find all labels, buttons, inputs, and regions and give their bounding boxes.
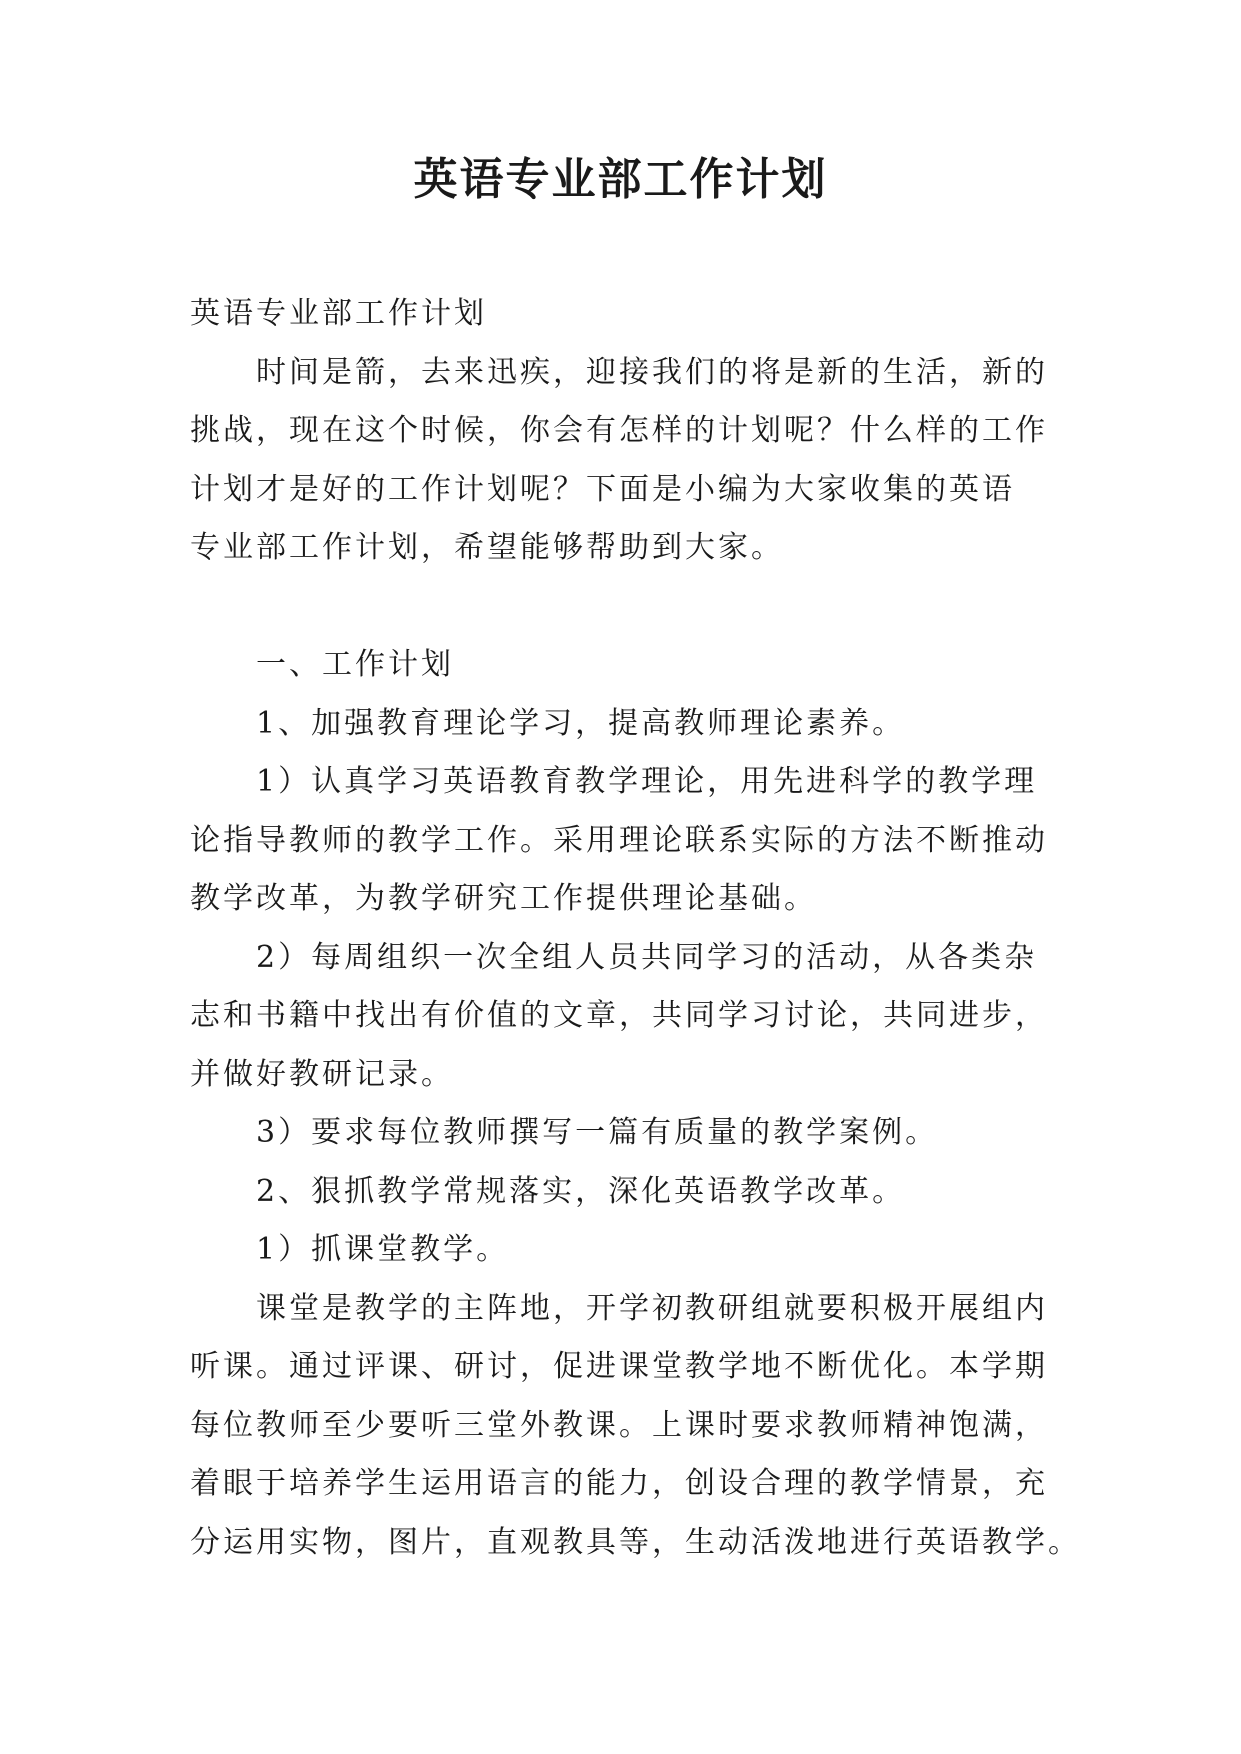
text-line: 专业部工作计划，希望能够帮助到大家。	[190, 530, 784, 565]
text-line: 3）要求每位教师撰写一篇有质量的教学案例。	[256, 1115, 939, 1150]
text-line: 1）抓课堂教学。	[256, 1232, 510, 1267]
text-line: 每位教师至少要听三堂外教课。上课时要求教师精神饱满，	[190, 1407, 1048, 1443]
text-line: 志和书籍中找出有价值的文章，共同学习讨论，共同进步，	[190, 998, 1048, 1033]
text-line: 分运用实物，图片，直观教具等，生动活泼地进行英语教学。	[190, 1524, 1081, 1560]
text-line: 挑战，现在这个时候，你会有怎样的计划呢？什么样的工作	[190, 413, 1048, 448]
text-line: 英语专业部工作计划	[190, 296, 487, 331]
text-line: 计划才是好的工作计划呢？下面是小编为大家收集的英语	[190, 471, 1015, 507]
text-line: 2、狠抓教学常规落实，深化英语教学改革。	[256, 1173, 906, 1209]
text-line: 教学改革，为教学研究工作提供理论基础。	[190, 881, 817, 916]
text-line: 论指导教师的教学工作。采用理论联系实际的方法不断推动	[190, 822, 1048, 858]
text-line: 1、加强教育理论学习，提高教师理论素养。	[256, 705, 906, 741]
text-line: 听课。通过评课、研讨，促进课堂教学地不断优化。本学期	[190, 1349, 1048, 1384]
document-title: 英语专业部工作计划	[413, 154, 828, 205]
text-line: 并做好教研记录。	[190, 1056, 454, 1092]
text-line: 一、工作计划	[256, 647, 454, 682]
document-body	[190, 285, 1081, 1572]
paragraph-spacer	[190, 578, 1065, 637]
text-line: 2）每周组织一次全组人员共同学习的活动，从各类杂	[256, 939, 1038, 975]
text-line: 课堂是教学的主阵地，开学初教研组就要积极开展组内	[256, 1290, 1048, 1326]
text-line: 着眼于培养学生运用语言的能力，创设合理的教学情景，充	[190, 1466, 1048, 1501]
text-line: 1）认真学习英语教育教学理论，用先进科学的教学理	[256, 764, 1038, 799]
text-line: 时间是箭，去来迅疾，迎接我们的将是新的生活，新的	[256, 354, 1048, 390]
